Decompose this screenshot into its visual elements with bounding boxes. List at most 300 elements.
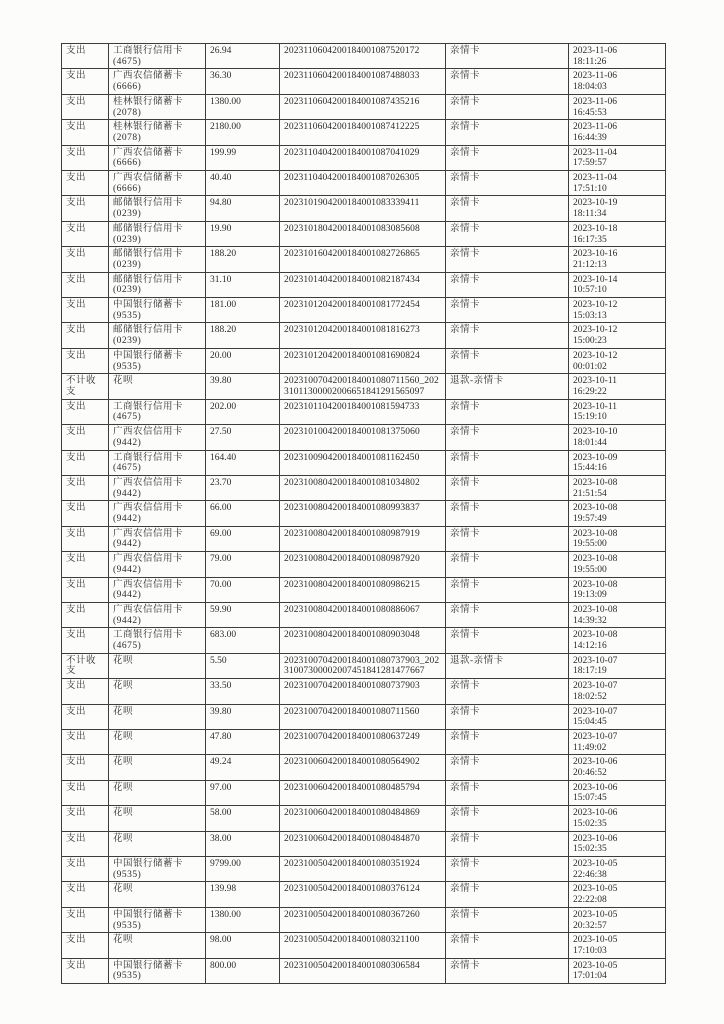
transaction-id-cell: 2023100804200184001080903048 [280, 628, 446, 653]
flow-type-cell: 支出 [62, 526, 109, 551]
transaction-row [62, 298, 666, 323]
amount-cell: 1380.00 [206, 94, 280, 119]
flow-type-cell: 支出 [62, 120, 109, 145]
flow-type-cell: 支出 [62, 298, 109, 323]
tag-cell: 亲情卡 [446, 526, 569, 551]
card-name: 广西农信储蓄卡 [113, 173, 184, 184]
transaction-date: 2023-10-08 [573, 528, 618, 539]
card-number: (9535) [113, 869, 142, 880]
tag-cell: 亲情卡 [446, 501, 569, 526]
amount-cell: 39.80 [206, 374, 280, 399]
flow-type-cell: 支出 [62, 425, 109, 450]
card-name: 花呗 [113, 757, 134, 768]
tag-cell: 亲情卡 [446, 577, 569, 602]
transaction-id-cell: 2023101204200184001081772454 [280, 298, 446, 323]
transaction-date: 2023-10-18 [573, 223, 618, 234]
transaction-time: 00:01:02 [573, 361, 607, 372]
card-cell [109, 552, 206, 577]
amount-cell: 59.90 [206, 602, 280, 627]
tag-cell: 亲情卡 [446, 425, 569, 450]
transaction-date: 2023-10-09 [573, 452, 618, 463]
flow-type-cell: 支出 [62, 348, 109, 373]
transaction-row [62, 145, 666, 170]
flow-type-cell: 支出 [62, 755, 109, 780]
card-cell [109, 882, 206, 907]
transaction-date: 2023-10-12 [573, 325, 618, 336]
amount-cell: 188.20 [206, 323, 280, 348]
transaction-time: 17:10:03 [573, 945, 607, 956]
transaction-id-cell: 2023100704200184001080737903 [280, 679, 446, 704]
transaction-row [62, 120, 666, 145]
transaction-time: 15:44:16 [573, 463, 607, 474]
transaction-date: 2023-10-05 [573, 859, 618, 869]
amount-cell: 47.80 [206, 729, 280, 754]
transaction-date: 2023-11-06 [573, 46, 617, 56]
flow-type-cell: 支出 [62, 907, 109, 932]
amount-cell: 98.00 [206, 933, 280, 958]
card-number: (6666) [113, 82, 142, 93]
amount-cell: 58.00 [206, 806, 280, 831]
datetime-cell [569, 298, 666, 323]
card-cell [109, 755, 206, 780]
amount-cell: 26.94 [206, 44, 280, 69]
tag-cell: 退款-亲情卡 [446, 653, 569, 678]
card-number: (0239) [113, 209, 142, 220]
tag-cell: 亲情卡 [446, 933, 569, 958]
transaction-date: 2023-10-19 [573, 198, 618, 209]
tag-cell: 亲情卡 [446, 780, 569, 805]
transaction-id-cell: 2023110604200184001087412225 [280, 120, 446, 145]
amount-cell: 5.50 [206, 653, 280, 678]
card-cell [109, 298, 206, 323]
transaction-id-cell: 2023110404200184001087026305 [280, 171, 446, 196]
flow-type-cell: 支出 [62, 69, 109, 94]
card-cell [109, 729, 206, 754]
card-cell [109, 628, 206, 653]
amount-cell: 2180.00 [206, 120, 280, 145]
transaction-time: 15:02:35 [573, 844, 607, 855]
flow-type-cell: 支出 [62, 171, 109, 196]
transaction-date: 2023-11-06 [573, 71, 617, 82]
tag-cell: 亲情卡 [446, 679, 569, 704]
transaction-id-cell: 2023100704200184001080711560 [280, 704, 446, 729]
transaction-id-cell: 2023101604200184001082726865 [280, 247, 446, 272]
card-name: 广西农信信用卡 [113, 503, 184, 514]
tag-cell: 亲情卡 [446, 907, 569, 932]
card-name: 花呗 [113, 731, 134, 742]
transaction-time: 16:45:53 [573, 107, 607, 118]
card-name: 桂林银行储蓄卡 [113, 96, 184, 107]
card-name: 邮储银行信用卡 [113, 198, 184, 209]
transaction-date: 2023-10-12 [573, 300, 618, 311]
datetime-cell [569, 120, 666, 145]
flow-type-cell: 支出 [62, 780, 109, 805]
transaction-time: 19:55:00 [573, 564, 607, 575]
card-number: (0239) [113, 336, 142, 347]
transaction-id-cell: 2023100604200184001080484869 [280, 806, 446, 831]
datetime-cell [569, 780, 666, 805]
card-name: 工商银行信用卡 [113, 630, 184, 641]
card-name: 花呗 [113, 935, 134, 946]
transaction-date: 2023-10-08 [573, 503, 618, 514]
transaction-date: 2023-10-07 [573, 655, 618, 666]
transaction-date: 2023-11-04 [573, 147, 617, 158]
transaction-date: 2023-10-11 [573, 376, 617, 387]
datetime-cell [569, 323, 666, 348]
card-number: (9442) [113, 488, 142, 499]
transaction-id-cell: 2023100804200184001080993837 [280, 501, 446, 526]
card-cell [109, 272, 206, 297]
card-cell [109, 323, 206, 348]
transaction-id-cell: 2023101104200184001081594733 [280, 399, 446, 424]
amount-cell: 33.50 [206, 679, 280, 704]
card-number: (4675) [113, 56, 142, 67]
tag-cell: 亲情卡 [446, 399, 569, 424]
transaction-date: 2023-10-08 [573, 630, 618, 641]
transaction-row [62, 882, 666, 907]
datetime-cell [569, 831, 666, 856]
transaction-id-cell: 2023100804200184001080987920 [280, 552, 446, 577]
card-name: 中国银行储蓄卡 [113, 960, 184, 971]
flow-type-cell: 支出 [62, 679, 109, 704]
transaction-row [62, 196, 666, 221]
datetime-cell [569, 171, 666, 196]
flow-type-cell: 支出 [62, 196, 109, 221]
card-cell [109, 831, 206, 856]
flow-type-cell: 支出 [62, 399, 109, 424]
transaction-row [62, 501, 666, 526]
datetime-cell [569, 348, 666, 373]
amount-cell: 1380.00 [206, 907, 280, 932]
transaction-row [62, 831, 666, 856]
card-number: (2078) [113, 107, 142, 118]
amount-cell: 79.00 [206, 552, 280, 577]
transaction-date: 2023-10-06 [573, 757, 618, 768]
flow-type-cell: 支出 [62, 628, 109, 653]
transaction-time: 15:03:13 [573, 310, 607, 321]
tag-cell: 亲情卡 [446, 196, 569, 221]
card-cell [109, 145, 206, 170]
card-number: (9442) [113, 539, 142, 550]
card-number: (9442) [113, 615, 142, 626]
tag-cell: 亲情卡 [446, 69, 569, 94]
transaction-date: 2023-10-07 [573, 681, 618, 692]
amount-cell: 40.40 [206, 171, 280, 196]
card-name: 工商银行信用卡 [113, 452, 184, 463]
datetime-cell [569, 653, 666, 678]
card-cell [109, 44, 206, 69]
transaction-id-cell: 2023100804200184001080886067 [280, 602, 446, 627]
transaction-time: 20:32:57 [573, 920, 607, 931]
card-number: (9535) [113, 920, 142, 931]
card-name: 中国银行储蓄卡 [113, 859, 184, 869]
transaction-row [62, 247, 666, 272]
tag-cell: 亲情卡 [446, 958, 569, 983]
transaction-id-cell: 2023100604200184001080485794 [280, 780, 446, 805]
tag-cell: 亲情卡 [446, 475, 569, 500]
datetime-cell [569, 882, 666, 907]
tag-cell: 亲情卡 [446, 247, 569, 272]
card-cell [109, 780, 206, 805]
tag-cell: 亲情卡 [446, 602, 569, 627]
tag-cell: 亲情卡 [446, 145, 569, 170]
transaction-id-cell: 2023101004200184001081375060 [280, 425, 446, 450]
transaction-date: 2023-10-10 [573, 427, 618, 438]
transaction-id-cell: 2023100904200184001081162450 [280, 450, 446, 475]
transaction-row [62, 450, 666, 475]
datetime-cell [569, 755, 666, 780]
amount-cell: 66.00 [206, 501, 280, 526]
card-name: 邮储银行信用卡 [113, 223, 184, 234]
transaction-row [62, 69, 666, 94]
transaction-id-cell: 2023110604200184001087435216 [280, 94, 446, 119]
datetime-cell [569, 221, 666, 246]
tag-cell: 亲情卡 [446, 729, 569, 754]
flow-type-cell: 支出 [62, 552, 109, 577]
transaction-time: 18:02:52 [573, 691, 607, 702]
card-cell [109, 653, 206, 678]
datetime-cell [569, 94, 666, 119]
card-name: 广西农信信用卡 [113, 554, 184, 565]
tag-cell: 亲情卡 [446, 882, 569, 907]
tag-cell: 亲情卡 [446, 272, 569, 297]
transaction-time: 19:57:49 [573, 514, 607, 525]
transaction-time: 15:04:45 [573, 717, 607, 728]
transaction-time: 15:02:35 [573, 818, 607, 829]
transaction-row [62, 94, 666, 119]
transaction-row [62, 171, 666, 196]
transaction-row [62, 653, 666, 678]
transaction-date: 2023-10-07 [573, 706, 618, 717]
transaction-row [62, 907, 666, 932]
amount-cell: 49.24 [206, 755, 280, 780]
amount-cell: 800.00 [206, 958, 280, 983]
transaction-time: 18:11:26 [573, 56, 607, 67]
transaction-row [62, 933, 666, 958]
card-name: 广西农信信用卡 [113, 427, 184, 438]
card-name: 工商银行信用卡 [113, 401, 184, 412]
datetime-cell [569, 806, 666, 831]
amount-cell: 69.00 [206, 526, 280, 551]
transaction-id-cell: 2023100504200184001080376124 [280, 882, 446, 907]
transaction-row [62, 323, 666, 348]
transaction-time: 14:39:32 [573, 615, 607, 626]
transaction-date: 2023-10-14 [573, 274, 618, 285]
transaction-date: 2023-10-05 [573, 884, 618, 895]
transaction-id-cell: 2023110604200184001087488033 [280, 69, 446, 94]
transaction-time: 19:55:00 [573, 539, 607, 550]
amount-cell: 23.70 [206, 475, 280, 500]
amount-cell: 181.00 [206, 298, 280, 323]
transaction-date: 2023-10-08 [573, 579, 618, 590]
transaction-date: 2023-11-06 [573, 122, 617, 133]
transaction-id-cell: 2023110404200184001087041029 [280, 145, 446, 170]
card-cell [109, 679, 206, 704]
transaction-id-cell: 2023101204200184001081816273 [280, 323, 446, 348]
tag-cell: 亲情卡 [446, 171, 569, 196]
transaction-row [62, 526, 666, 551]
flow-type-cell: 支出 [62, 882, 109, 907]
card-number: (6666) [113, 183, 142, 194]
transaction-time: 15:19:10 [573, 412, 607, 423]
tag-cell: 亲情卡 [446, 94, 569, 119]
transaction-date: 2023-10-16 [573, 249, 618, 260]
card-name: 中国银行储蓄卡 [113, 300, 184, 311]
transaction-time: 17:51:10 [573, 183, 607, 194]
card-cell [109, 374, 206, 399]
datetime-cell [569, 577, 666, 602]
transaction-time: 17:59:57 [573, 158, 607, 169]
tag-cell: 亲情卡 [446, 628, 569, 653]
tag-cell: 亲情卡 [446, 348, 569, 373]
datetime-cell [569, 69, 666, 94]
transaction-date: 2023-10-11 [573, 401, 617, 412]
flow-type-cell: 支出 [62, 221, 109, 246]
transaction-row [62, 628, 666, 653]
flow-type-cell: 支出 [62, 933, 109, 958]
card-cell [109, 348, 206, 373]
transaction-time: 21:12:13 [573, 259, 607, 270]
datetime-cell [569, 374, 666, 399]
transaction-date: 2023-10-06 [573, 808, 618, 819]
transaction-time: 16:17:35 [573, 234, 607, 245]
tag-cell: 亲情卡 [446, 806, 569, 831]
transaction-id-cell: 2023100504200184001080351924 [280, 857, 446, 882]
datetime-cell [569, 425, 666, 450]
card-number: (0239) [113, 259, 142, 270]
transaction-time: 18:17:19 [573, 666, 607, 677]
transaction-id-cell: 2023110604200184001087520172 [280, 44, 446, 69]
datetime-cell [569, 247, 666, 272]
card-cell [109, 69, 206, 94]
amount-cell: 31.10 [206, 272, 280, 297]
transaction-row [62, 44, 666, 69]
transaction-id-cell: 2023100504200184001080321100 [280, 933, 446, 958]
tag-cell: 亲情卡 [446, 755, 569, 780]
card-cell [109, 171, 206, 196]
card-number: (0239) [113, 234, 142, 245]
transaction-date: 2023-10-12 [573, 350, 618, 361]
card-number: (9442) [113, 590, 142, 601]
card-cell [109, 704, 206, 729]
card-name: 中国银行储蓄卡 [113, 909, 184, 920]
card-cell [109, 196, 206, 221]
card-cell [109, 425, 206, 450]
transaction-time: 18:11:34 [573, 209, 607, 220]
transactions-table-body [62, 44, 666, 984]
amount-cell: 9799.00 [206, 857, 280, 882]
card-name: 花呗 [113, 655, 134, 666]
transaction-id-cell: 2023100504200184001080306584 [280, 958, 446, 983]
flow-type-cell: 支出 [62, 501, 109, 526]
card-name: 广西农信储蓄卡 [113, 71, 184, 82]
amount-cell: 139.98 [206, 882, 280, 907]
transaction-row [62, 679, 666, 704]
transaction-id-cell: 2023100604200184001080564902 [280, 755, 446, 780]
card-number: (9442) [113, 437, 142, 448]
flow-type-cell: 支出 [62, 577, 109, 602]
flow-type-cell: 支出 [62, 475, 109, 500]
transaction-time: 21:51:54 [573, 488, 607, 499]
transaction-id-cell: 2023100704200184001080711560_20231011300002006651841291565097 [280, 374, 446, 399]
transaction-id-cell: 2023100704200184001080737903_20231007300002007451841281477667 [280, 653, 446, 678]
transaction-row [62, 272, 666, 297]
datetime-cell [569, 272, 666, 297]
card-cell [109, 907, 206, 932]
transaction-row [62, 755, 666, 780]
datetime-cell [569, 958, 666, 983]
tag-cell: 亲情卡 [446, 857, 569, 882]
transaction-row [62, 374, 666, 399]
transaction-time: 17:01:04 [573, 971, 607, 982]
transaction-row [62, 425, 666, 450]
datetime-cell [569, 628, 666, 653]
card-number: (9442) [113, 514, 142, 525]
flow-type-cell: 支出 [62, 272, 109, 297]
datetime-cell [569, 552, 666, 577]
transaction-row [62, 704, 666, 729]
transaction-time: 16:44:39 [573, 132, 607, 143]
transaction-time: 18:01:44 [573, 437, 607, 448]
card-name: 广西农信信用卡 [113, 579, 184, 590]
datetime-cell [569, 857, 666, 882]
transaction-row [62, 399, 666, 424]
tag-cell: 亲情卡 [446, 298, 569, 323]
card-name: 花呗 [113, 808, 134, 819]
flow-type-cell: 支出 [62, 831, 109, 856]
transaction-time: 10:57:10 [573, 285, 607, 296]
amount-cell: 39.80 [206, 704, 280, 729]
card-name: 广西农信信用卡 [113, 604, 184, 615]
card-number: (4675) [113, 412, 142, 423]
flow-type-cell: 支出 [62, 704, 109, 729]
transaction-row [62, 348, 666, 373]
card-cell [109, 120, 206, 145]
card-name: 邮储银行信用卡 [113, 274, 184, 285]
card-cell [109, 247, 206, 272]
flow-type-cell: 支出 [62, 145, 109, 170]
card-number: (0239) [113, 285, 142, 296]
transaction-id-cell: 2023100704200184001080637249 [280, 729, 446, 754]
card-cell [109, 501, 206, 526]
transaction-row [62, 577, 666, 602]
card-name: 工商银行信用卡 [113, 46, 184, 56]
flow-type-cell: 支出 [62, 450, 109, 475]
tag-cell: 亲情卡 [446, 120, 569, 145]
card-cell [109, 475, 206, 500]
card-cell [109, 857, 206, 882]
card-name: 中国银行储蓄卡 [113, 350, 184, 361]
transaction-id-cell: 2023100804200184001081034802 [280, 475, 446, 500]
card-cell [109, 602, 206, 627]
transaction-time: 14:12:16 [573, 641, 607, 652]
card-name: 邮储银行信用卡 [113, 249, 184, 260]
amount-cell: 38.00 [206, 831, 280, 856]
card-cell [109, 577, 206, 602]
transaction-date: 2023-10-08 [573, 604, 618, 615]
transaction-time: 11:49:02 [573, 742, 607, 753]
datetime-cell [569, 704, 666, 729]
transaction-id-cell: 2023101204200184001081690824 [280, 348, 446, 373]
datetime-cell [569, 196, 666, 221]
transaction-id-cell: 2023101904200184001083339411 [280, 196, 446, 221]
transaction-time: 15:00:23 [573, 336, 607, 347]
datetime-cell [569, 475, 666, 500]
flow-type-cell: 支出 [62, 729, 109, 754]
transaction-time: 15:07:45 [573, 793, 607, 804]
transaction-id-cell: 2023100604200184001080484870 [280, 831, 446, 856]
transaction-row [62, 552, 666, 577]
